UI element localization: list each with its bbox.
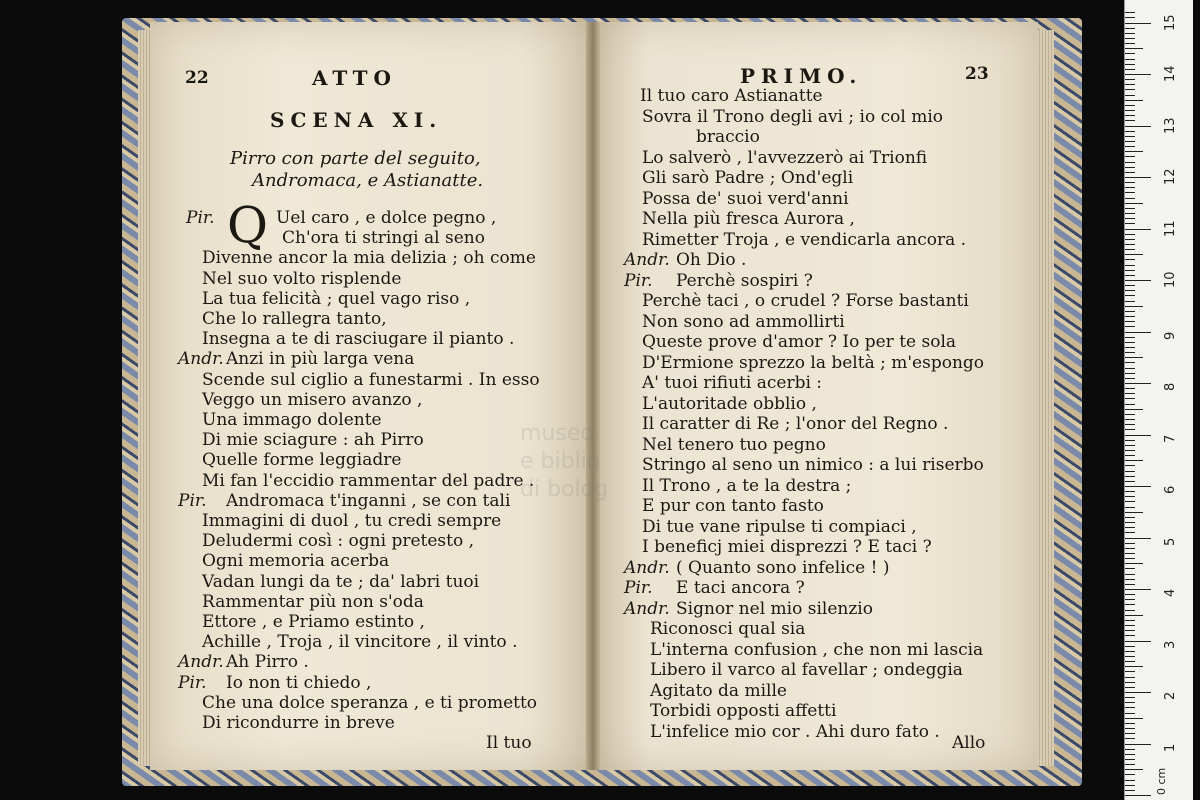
ruler-tick — [1125, 749, 1135, 750]
verse-text: Anzi in più larga vena — [226, 349, 415, 370]
ruler-tick — [1125, 352, 1135, 353]
ruler-tick — [1125, 450, 1135, 451]
ruler-tick — [1125, 635, 1135, 636]
ruler-tick — [1125, 435, 1151, 436]
speaker-label: Andr. — [178, 652, 224, 673]
ruler-number: 7 — [1163, 434, 1178, 443]
verse-text: La tua felicità ; quel vago riso , — [202, 288, 471, 309]
ruler-tick — [1125, 785, 1135, 786]
ruler-tick — [1125, 604, 1135, 605]
ruler-number: 13 — [1163, 116, 1178, 134]
verse-text: Insegna a te di rasciugare il pianto . — [202, 329, 515, 350]
verse-text: L'autoritade obblio , — [642, 393, 817, 414]
speaker-label: Pir. — [624, 270, 653, 291]
verse-text: L'interna confusion , che non mi lascia — [650, 639, 984, 660]
ruler-tick — [1125, 342, 1135, 343]
ruler-tick — [1125, 507, 1135, 508]
ruler-number: 6 — [1163, 485, 1178, 494]
ruler-number: 3 — [1163, 640, 1178, 649]
ruler-tick — [1125, 141, 1135, 142]
verse-text: Di tue vane ripulse ti compiaci , — [642, 516, 917, 537]
ruler-tick — [1125, 563, 1143, 564]
ruler-number: 2 — [1163, 691, 1178, 700]
verse-text: Perchè taci , o crudel ? Forse bastanti — [642, 291, 969, 311]
watermark-line: di bolog — [520, 477, 609, 502]
ruler-tick — [1125, 661, 1135, 662]
ruler-tick — [1125, 527, 1135, 528]
verse-text: Vadan lungi da te ; da' labri tuoi — [202, 571, 480, 592]
ruler-tick — [1125, 769, 1143, 770]
verse-text: Lo salverò , l'avvezzerò ai Trionfi — [642, 147, 928, 168]
verse-text: Andromaca t'inganni , se con tali — [226, 490, 511, 511]
ruler-tick — [1125, 192, 1135, 193]
ruler-tick — [1125, 460, 1143, 461]
ruler-tick — [1125, 172, 1135, 173]
ruler-tick — [1125, 110, 1135, 111]
ruler-number: 1 — [1163, 743, 1178, 752]
verse-text: Io non ti chiedo , — [226, 672, 372, 693]
ruler-number: 11 — [1163, 219, 1178, 237]
ruler-tick — [1125, 579, 1135, 580]
verse-text: Gli sarò Padre ; Ond'egli — [642, 168, 854, 188]
speaker-label: Andr. — [624, 557, 670, 578]
ruler-tick — [1125, 589, 1151, 590]
ruler-tick — [1125, 728, 1135, 729]
ruler-tick — [1125, 368, 1135, 369]
ruler-tick — [1125, 23, 1151, 24]
ruler-tick — [1125, 105, 1135, 106]
ruler-tick — [1125, 53, 1135, 54]
ruler-tick — [1125, 136, 1135, 137]
ruler-tick — [1125, 615, 1143, 616]
ruler-tick — [1125, 151, 1143, 152]
ruler-tick — [1125, 337, 1135, 338]
dramatis-personae-line: Pirro con parte del seguito, — [230, 148, 481, 169]
ruler-tick — [1125, 538, 1151, 539]
ruler-tick — [1125, 543, 1135, 544]
speaker-label: Pir. — [624, 578, 653, 598]
ruler-tick — [1125, 738, 1135, 739]
ruler-tick — [1125, 404, 1135, 405]
ruler-tick — [1125, 254, 1143, 255]
ruler-tick — [1125, 687, 1135, 688]
left-page-number: 22 — [185, 68, 209, 88]
ruler-tick — [1125, 357, 1143, 358]
right-page-number: 23 — [965, 64, 989, 84]
ruler-tick — [1125, 641, 1151, 642]
ruler-number: 4 — [1163, 588, 1178, 597]
ruler-tick — [1125, 167, 1135, 168]
ruler-tick — [1125, 558, 1135, 559]
speaker-label: Andr. — [178, 349, 224, 370]
ruler-tick — [1125, 383, 1151, 384]
ruler-tick — [1125, 89, 1135, 90]
ruler-tick — [1125, 599, 1135, 600]
verse-text: Deludermi così : ogni pretesto , — [202, 531, 475, 552]
verse-text: Queste prove d'amor ? Io per te sola — [642, 332, 957, 352]
verse-text: I beneficj miei disprezzi ? E taci ? — [642, 537, 932, 557]
ruler-tick — [1125, 574, 1135, 575]
ruler-tick — [1125, 388, 1135, 389]
ruler-tick — [1125, 177, 1151, 178]
ruler-tick — [1125, 419, 1135, 420]
ruler-tick — [1125, 429, 1135, 430]
ruler-tick — [1125, 774, 1135, 775]
ruler-tick — [1125, 332, 1151, 333]
right-running-head: PRIMO. — [740, 64, 863, 88]
ruler-tick — [1125, 445, 1135, 446]
verse-text: ( Quanto sono infelice ! ) — [676, 557, 890, 578]
ruler-tick — [1125, 790, 1135, 791]
verse-text: Achille , Troja , il vincitore , il vinto . — [202, 632, 518, 653]
ruler-number: 5 — [1163, 537, 1178, 546]
watermark-line: museo — [520, 421, 594, 446]
ruler-tick — [1125, 671, 1135, 672]
ruler-tick — [1125, 131, 1135, 132]
ruler-tick — [1125, 393, 1135, 394]
ruler-number: 15 — [1163, 13, 1178, 31]
ruler-tick — [1125, 156, 1135, 157]
ruler-tick — [1125, 280, 1151, 281]
ruler-tick — [1125, 651, 1135, 652]
ruler-tick — [1125, 677, 1135, 678]
speaker-label: Pir. — [186, 208, 215, 228]
verse-text: Che lo rallegra tanto, — [202, 309, 387, 329]
ruler-tick — [1125, 471, 1135, 472]
verse-text: Divenne ancor la mia delizia ; oh come — [202, 248, 536, 269]
verse-text: Perchè sospiri ? — [676, 270, 813, 291]
ruler-tick — [1125, 630, 1135, 631]
ruler-tick — [1125, 702, 1135, 703]
verse-text: Di mie sciagure : ah Pirro — [202, 430, 424, 451]
ruler-tick — [1125, 17, 1135, 18]
ruler-tick — [1125, 234, 1135, 235]
ruler-tick — [1125, 620, 1135, 621]
ruler-tick — [1125, 501, 1135, 502]
ruler-tick — [1125, 744, 1151, 745]
ruler-tick — [1125, 733, 1135, 734]
ruler-tick — [1125, 697, 1135, 698]
ruler-number: 10 — [1163, 271, 1178, 288]
ruler-tick — [1125, 378, 1135, 379]
ruler-tick — [1125, 409, 1143, 410]
verse-text: Mi fan l'eccidio rammentar del padre . — [202, 470, 535, 491]
verse-text: Il tuo caro Astianatte — [640, 86, 823, 106]
speaker-label: Andr. — [624, 250, 670, 270]
ruler-tick — [1125, 69, 1135, 70]
ruler-tick — [1125, 594, 1135, 595]
ruler-tick — [1125, 208, 1135, 209]
verse-text: Riconosci qual sia — [650, 619, 806, 639]
ruler-number: 8 — [1163, 382, 1178, 391]
ruler-tick — [1125, 95, 1135, 96]
ruler-tick — [1125, 718, 1143, 719]
ruler-tick — [1125, 465, 1135, 466]
left-catchword: Il tuo — [486, 733, 532, 753]
ruler-tick — [1125, 795, 1151, 796]
ruler-tick — [1125, 64, 1135, 65]
ruler-tick — [1125, 79, 1135, 80]
ruler-tick — [1125, 512, 1143, 513]
ruler-tick — [1125, 126, 1151, 127]
ruler-tick — [1125, 306, 1143, 307]
verse-text: Nel suo volto risplende — [202, 268, 402, 289]
ruler-tick — [1125, 38, 1135, 39]
ruler-tick — [1125, 759, 1135, 760]
ruler-tick — [1125, 764, 1135, 765]
verse-text: braccio — [696, 127, 760, 147]
verse-text: Rammentar più non s'oda — [202, 591, 424, 612]
ruler-number: 12 — [1163, 168, 1178, 185]
verse-text: A' tuoi rifiuti acerbi : — [642, 373, 823, 393]
verse-text: Ch'ora ti stringi al seno — [282, 228, 485, 249]
verse-text: Scende sul ciglio a funestarmi . In esso — [202, 369, 540, 390]
ruler-tick — [1125, 347, 1135, 348]
verse-text: Signor nel mio silenzio — [676, 598, 873, 619]
ruler-tick — [1125, 316, 1135, 317]
ruler-tick — [1125, 28, 1135, 29]
verse-text: Veggo un misero avanzo , — [202, 389, 423, 410]
verse-text: Ettore , e Priamo estinto , — [202, 612, 425, 632]
speaker-label: Pir. — [178, 490, 207, 511]
verse-text: Immagini di duol , tu credi sempre — [202, 511, 502, 531]
ruler-tick — [1125, 491, 1135, 492]
verse-text: Il Trono , a te la destra ; — [642, 475, 852, 496]
speaker-label: Andr. — [624, 598, 670, 619]
ruler-tick — [1125, 610, 1135, 611]
verse-text: Stringo al seno un nimico : a lui riserbo — [642, 455, 984, 475]
verse-text: Una immago dolente — [202, 410, 382, 430]
ruler-unit-label: 0 cm — [1155, 767, 1168, 795]
verse-text: Agitato da mille — [650, 680, 787, 701]
verse-text: L'infelice mio cor . Ahi duro fato . — [650, 721, 940, 742]
ruler-tick — [1125, 517, 1135, 518]
ruler-tick — [1125, 692, 1151, 693]
watermark-line: e biblio — [520, 449, 601, 474]
verse-text: Torbidi opposti affetti — [650, 701, 837, 721]
ruler-tick — [1125, 548, 1135, 549]
verse-text: D'Ermione sprezzo la beltà ; m'espongo — [642, 352, 985, 373]
scene-title: SCENA XI. — [270, 108, 443, 132]
right-catchword: Allo — [952, 733, 986, 753]
ruler-tick — [1125, 362, 1135, 363]
ruler-tick — [1125, 259, 1135, 260]
ruler-tick — [1125, 532, 1135, 533]
verse-text: Rimetter Troja , e vendicarla ancora . — [642, 229, 967, 250]
ruler-tick — [1125, 285, 1135, 286]
ruler-tick — [1125, 295, 1135, 296]
ruler-tick — [1125, 326, 1135, 327]
verse-text: Oh Dio . — [676, 250, 747, 270]
ruler-number: 14 — [1163, 65, 1178, 82]
ruler-tick — [1125, 301, 1135, 302]
ruler-tick — [1125, 146, 1135, 147]
ruler-tick — [1125, 43, 1135, 44]
ruler-tick — [1125, 59, 1135, 60]
left-running-head: ATTO — [312, 66, 397, 90]
ruler-tick — [1125, 553, 1135, 554]
ruler-tick — [1125, 218, 1135, 219]
ruler-tick — [1125, 398, 1135, 399]
verse-text: E pur con tanto fasto — [642, 496, 824, 516]
ruler-tick — [1125, 713, 1135, 714]
ruler-tick — [1125, 754, 1135, 755]
ruler-tick — [1125, 414, 1135, 415]
ruler-tick — [1125, 666, 1143, 667]
verse-text: Che una dolce speranza , e ti prometto — [202, 692, 538, 713]
ruler-tick — [1125, 682, 1135, 683]
ruler-tick — [1125, 239, 1135, 240]
verse-text: Il caratter di Re ; l'onor del Regno . — [642, 414, 949, 434]
ruler-tick — [1125, 74, 1151, 75]
ruler-number: 9 — [1163, 331, 1178, 340]
watermark — [520, 420, 608, 504]
ruler-tick — [1125, 440, 1135, 441]
ruler-tick — [1125, 249, 1135, 250]
ruler-tick — [1125, 486, 1151, 487]
ruler-tick — [1125, 203, 1143, 204]
verse-text: E taci ancora ? — [676, 578, 805, 598]
verse-text: Non sono ad ammollirti — [642, 311, 845, 332]
ruler-tick — [1125, 115, 1135, 116]
ruler-tick — [1125, 476, 1135, 477]
verse-text: Sovra il Trono degli avi ; io col mio — [642, 106, 943, 127]
ruler-tick — [1125, 780, 1135, 781]
ruler-tick — [1125, 120, 1135, 121]
ruler-tick — [1125, 311, 1135, 312]
ruler-tick — [1125, 656, 1135, 657]
ruler-tick — [1125, 625, 1135, 626]
verse-text: Quelle forme leggiadre — [202, 450, 402, 471]
ruler-tick — [1125, 584, 1135, 585]
ruler-tick — [1125, 213, 1135, 214]
verse-text: Uel caro , e dolce pegno , — [276, 208, 497, 228]
ruler-tick — [1125, 723, 1135, 724]
ruler-tick — [1125, 244, 1135, 245]
ruler-tick — [1125, 321, 1135, 322]
ruler-tick — [1125, 522, 1135, 523]
ruler-tick — [1125, 33, 1135, 34]
ruler-tick — [1125, 270, 1135, 271]
verse-text: Di ricondurre in breve — [202, 713, 395, 733]
ruler-tick — [1125, 275, 1135, 276]
verse-text: Nella più fresca Aurora , — [642, 209, 855, 229]
ruler-tick — [1125, 707, 1135, 708]
drop-cap: Q — [227, 196, 268, 254]
ruler-tick — [1125, 48, 1143, 49]
ruler-tick — [1125, 198, 1135, 199]
verse-text: Nel tenero tuo pegno — [642, 434, 826, 455]
book-gutter — [586, 22, 600, 770]
ruler-tick — [1125, 182, 1135, 183]
ruler-tick — [1125, 84, 1135, 85]
ruler-tick — [1125, 162, 1135, 163]
verse-text: Libero il varco al favellar ; ondeggia — [650, 660, 963, 680]
ruler-tick — [1125, 12, 1135, 13]
ruler-tick — [1125, 481, 1135, 482]
ruler-tick — [1125, 455, 1135, 456]
verse-text: Ogni memoria acerba — [202, 551, 390, 572]
ruler-tick — [1125, 424, 1135, 425]
ruler-tick — [1125, 496, 1135, 497]
dramatis-personae-line: Andromaca, e Astianatte. — [252, 170, 484, 191]
ruler-tick — [1125, 373, 1135, 374]
ruler-tick — [1125, 568, 1135, 569]
ruler-tick — [1125, 187, 1135, 188]
measurement-ruler — [1124, 0, 1193, 800]
speaker-label: Pir. — [178, 672, 207, 693]
ruler-tick — [1125, 265, 1135, 266]
ruler-tick — [1125, 229, 1151, 230]
ruler-tick — [1125, 646, 1135, 647]
ruler-tick — [1125, 290, 1135, 291]
ruler-tick — [1125, 223, 1135, 224]
verse-text: Possa de' suoi verd'anni — [642, 188, 849, 209]
ruler-tick — [1125, 100, 1143, 101]
verse-text: Ah Pirro . — [226, 652, 309, 673]
